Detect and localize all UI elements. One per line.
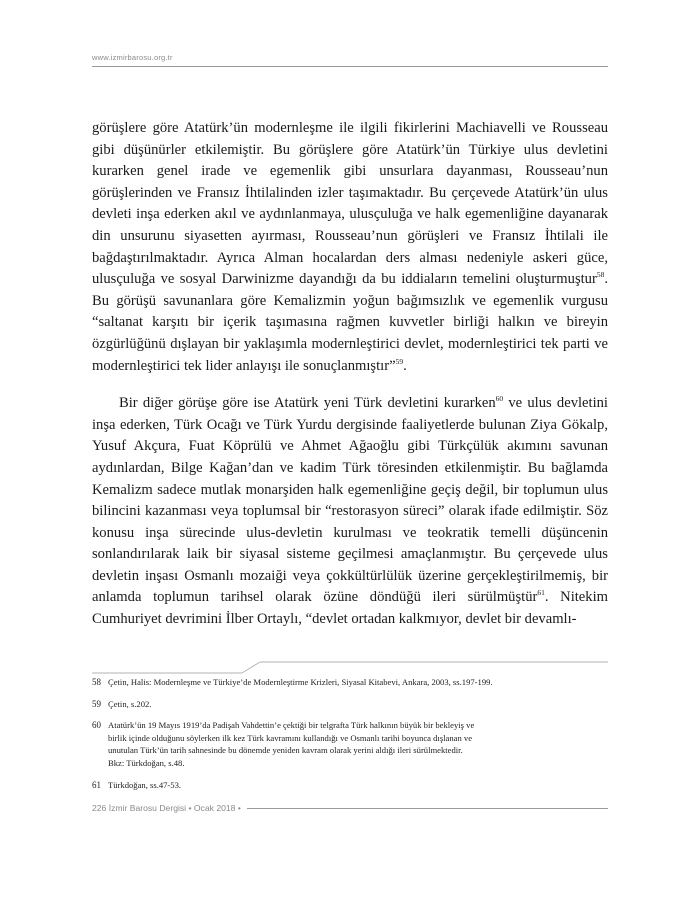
paragraph-1-text-a: görüşlere göre Atatürk’ün modernleşme ile ilgili fikirlerini Machiavelli ve Rousseau gibi düşünürler etkilemiştir. Bu görüşlere göre Atatürk’ün Türkiye ulus devletini kurarken genel irade ve egemenlik gibi unsurlara dayanması, Rousseau’nun görüşlerinden ve Fransız İhtilalinden izler taşımaktadır. Bu çerçevede Atatürk’ün ulus devleti inşa ederken akıl ve aydınlanmaya, ulusçuluğa ve halk egemenliğine dayanarak din unsurunu siyasetten ayırması, Rousseau’nun görüşleri ve Fransız İhtilali ile bağdaştırılmaktadır. Ayrıca Alman hocalardan ders alması nedeniyle askeri güce, ulusçuluğa ve sosyal Darwinizme dayandığı da bu iddiaların temelini oluşturmuştur	[92, 120, 608, 288]
footnote-ref-60: 60	[495, 394, 504, 404]
article-body	[92, 118, 608, 631]
footnote-line: Türkdoğan, ss.47-53.	[108, 779, 182, 790]
footnote-59	[92, 698, 608, 711]
footnote-61	[92, 779, 608, 792]
footnote-58	[92, 676, 608, 689]
footnote-divider	[92, 661, 608, 675]
footnote-number: 58	[92, 677, 101, 687]
paragraph-2-text-c: . Nitekim Cumhuriyet devrimini İlber Ortaylı, “devlet ortadan kalkmıyor, devlet bir devamlı-	[92, 589, 608, 628]
paragraph-1-text-c: .	[403, 357, 407, 374]
paragraph-2-text-a: Bir diğer görüşe göre ise Atatürk yeni Türk devletini kurarken	[119, 395, 496, 412]
footnote-ref-59: 59	[395, 356, 404, 366]
footnotes-section	[92, 676, 608, 800]
footnote-line: unutulan Türk’ün tarih sahnesinde bu dönemde yeniden kavram olarak yerini aldığı ileri sürülmektedir.	[108, 745, 463, 756]
footnote-number: 61	[92, 779, 101, 790]
footnote-ref-58: 58	[596, 270, 605, 280]
footnote-line: Çetin, Halis: Modernleşme ve Türkiye’de Modernleştirme Krizleri, Siyasal Kitabevi, Ankara, 2003, ss.197-199.	[108, 677, 493, 687]
footnote-ref-61: 61	[537, 588, 545, 598]
footnote-60	[92, 719, 608, 769]
footnote-line: Bkz: Türkdoğan, s.48.	[108, 757, 185, 768]
paragraph-1	[92, 118, 608, 377]
header-website-url: www.izmirbarosu.org.tr	[92, 53, 173, 62]
footnote-line: birlik içinde olduğunu söylerken ilk kez Türk kavramını kullandığı ve Osmanlı tarihi boyunca dışlanan ve	[108, 732, 473, 743]
footnote-number: 59	[92, 698, 101, 709]
header-divider	[92, 66, 608, 67]
footer-journal-info: 226 İzmir Barosu Dergisi • Ocak 2018 •	[92, 803, 241, 813]
paragraph-2	[92, 393, 608, 631]
footnote-number: 60	[92, 720, 101, 731]
footnote-line: Çetin, s.202.	[108, 698, 152, 709]
paragraph-1-text-b: . Bu görüşü savunanlara göre Kemalizmin yoğun bağımsızlık ve egemenlik vurgusu “saltanat karşıtı bir içerik taşımasına rağmen kuvvetler birliği halkın ve bireyin özgürlüğünü dışlayan bir yaklaşımla modernleştirici devlet, modernleştirici tek parti ve modernleştirici tek lider anlayışı ile sonuçlanmıştır”	[92, 271, 608, 374]
footer-divider	[247, 808, 608, 809]
page-footer	[92, 801, 608, 815]
paragraph-2-text-b: ve ulus devletini inşa ederken, Türk Ocağı ve Türk Yurdu dergisinde faaliyetlerde bulunan Ziya Gökalp, Yusuf Akçura, Fuat Köprülü ve Ahmet Ağaoğlu gibi Türkçülük akımını savunan aydınlardan, Bilge Kağan’dan ve kadim Türk töresinden etkilenmiştir. Bu bağlamda Kemalizm sadece mutlak monarşiden halk egemenliğine geçiş değil, bir toplumun ulus bilincini kazanması veya toplumsal bir “restorasyon süreci” olarak ifade edilmiştir. Söz konusu inşa sürecinde ulus-devletin kurulması ve teokratik temelli düşüncenin sonlandırılarak laik bir siyasal sisteme geçilmesi amaçlanmıştır. Bu çerçevede ulus devletin inşası Osmanlı mozaiği veya çokkültürlülük üzerine gerçekleştirilmemiş, bir anlamda toplumun tarihsel olarak özüne döndüğü ileri sürülmüştür	[92, 395, 608, 606]
footnote-line: Atatürk’ün 19 Mayıs 1919’da Padişah Vahdettin’e çektiği bir telgrafta Türk halkının büyük bir bekleyiş ve	[108, 720, 475, 731]
